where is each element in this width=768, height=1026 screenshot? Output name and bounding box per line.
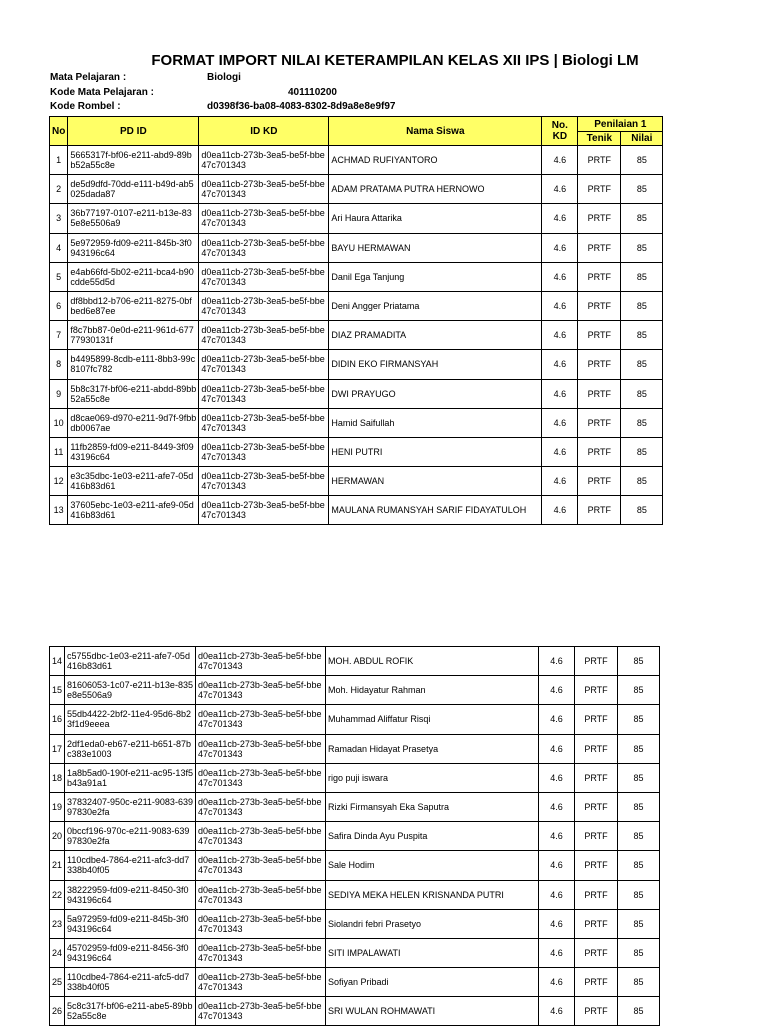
cell-pd-id: e4ab66fd-5b02-e211-bca4-b90cdde55d5d	[68, 262, 199, 291]
cell-no: 8	[50, 350, 68, 379]
cell-no: 12	[50, 467, 68, 496]
cell-id-kd: d0ea11cb-273b-3ea5-be5f-bbe47c701343	[199, 467, 329, 496]
cell-no-kd: 4.6	[539, 763, 575, 792]
header-nama-siswa: Nama Siswa	[329, 117, 542, 146]
cell-no-kd: 4.6	[539, 938, 575, 967]
cell-no: 18	[50, 763, 65, 792]
cell-id-kd: d0ea11cb-273b-3ea5-be5f-bbe47c701343	[196, 705, 326, 734]
cell-teknik: PRTF	[578, 350, 621, 379]
cell-teknik: PRTF	[575, 734, 618, 763]
header-no-kd: No. KD	[542, 117, 578, 146]
cell-no: 1	[50, 146, 68, 175]
cell-nama-siswa: Rizki Firmansyah Eka Saputra	[326, 792, 539, 821]
header-id-kd: ID KD	[199, 117, 329, 146]
meta-kode-mapel	[50, 87, 337, 98]
table-row	[50, 734, 660, 763]
table-row	[50, 705, 660, 734]
meta-mapel	[50, 72, 241, 83]
cell-no-kd: 4.6	[539, 880, 575, 909]
cell-nama-siswa: Deni Angger Priatama	[329, 291, 542, 320]
cell-no: 15	[50, 676, 65, 705]
cell-pd-id: 55db4422-2bf2-11e4-95d6-8b23f1d9eeea	[65, 705, 196, 734]
cell-nilai: 85	[621, 146, 663, 175]
cell-id-kd: d0ea11cb-273b-3ea5-be5f-bbe47c701343	[196, 763, 326, 792]
cell-no-kd: 4.6	[539, 676, 575, 705]
cell-nilai: 85	[621, 467, 663, 496]
cell-pd-id: df8bbd12-b706-e211-8275-0bfbed6e87ee	[68, 291, 199, 320]
cell-id-kd: d0ea11cb-273b-3ea5-be5f-bbe47c701343	[196, 880, 326, 909]
cell-id-kd: d0ea11cb-273b-3ea5-be5f-bbe47c701343	[199, 379, 329, 408]
cell-nama-siswa: Muhammad Aliffatur Risqi	[326, 705, 539, 734]
header-pd-id: PD ID	[68, 117, 199, 146]
cell-no-kd: 4.6	[542, 350, 578, 379]
cell-pd-id: 45702959-fd09-e211-8456-3f0943196c64	[65, 938, 196, 967]
header-no: No	[50, 117, 68, 146]
cell-no: 16	[50, 705, 65, 734]
cell-teknik: PRTF	[578, 146, 621, 175]
cell-pd-id: 5e972959-fd09-e211-845b-3f0943196c64	[68, 233, 199, 262]
cell-nama-siswa: SITI IMPALAWATI	[326, 938, 539, 967]
meta-mapel-label: Mata Pelajaran :	[50, 72, 127, 83]
cell-nama-siswa: MAULANA RUMANSYAH SARIF FIDAYATULOH	[329, 496, 542, 525]
cell-pd-id: b4495899-8cdb-e111-8bb3-99c8107fc782	[68, 350, 199, 379]
cell-nama-siswa: Siolandri febri Prasetyo	[326, 909, 539, 938]
cell-nama-siswa: DWI PRAYUGO	[329, 379, 542, 408]
cell-teknik: PRTF	[578, 321, 621, 350]
cell-no: 22	[50, 880, 65, 909]
table-row	[50, 822, 660, 851]
page-title: FORMAT IMPORT NILAI KETERAMPILAN KELAS XII IPS | Biologi LM	[151, 52, 639, 69]
cell-no: 20	[50, 822, 65, 851]
cell-id-kd: d0ea11cb-273b-3ea5-be5f-bbe47c701343	[196, 997, 326, 1026]
table-row	[50, 233, 663, 262]
cell-id-kd: d0ea11cb-273b-3ea5-be5f-bbe47c701343	[199, 321, 329, 350]
cell-nama-siswa: Danil Ega Tanjung	[329, 262, 542, 291]
cell-nilai: 85	[621, 291, 663, 320]
cell-nilai: 85	[621, 175, 663, 204]
cell-pd-id: 5665317f-bf06-e211-abd9-89bb52a55c8e	[68, 146, 199, 175]
cell-nilai: 85	[618, 647, 660, 676]
cell-teknik: PRTF	[575, 763, 618, 792]
cell-teknik: PRTF	[575, 676, 618, 705]
table-row	[50, 350, 663, 379]
cell-no: 25	[50, 968, 65, 997]
meta-kode-mapel-value: 401110200	[288, 87, 337, 98]
cell-id-kd: d0ea11cb-273b-3ea5-be5f-bbe47c701343	[199, 437, 329, 466]
meta-kode-rombel	[50, 101, 396, 112]
cell-no: 7	[50, 321, 68, 350]
cell-teknik: PRTF	[578, 467, 621, 496]
cell-pd-id: 0bccf196-970c-e211-9083-63997830e2fa	[65, 822, 196, 851]
cell-teknik: PRTF	[575, 705, 618, 734]
table-row	[50, 204, 663, 233]
cell-pd-id: 11fb2859-fd09-e211-8449-3f0943196c64	[68, 437, 199, 466]
meta-kode-mapel-label: Kode Mata Pelajaran :	[50, 87, 154, 98]
cell-nama-siswa: Ramadan Hidayat Prasetya	[326, 734, 539, 763]
cell-nama-siswa: ADAM PRATAMA PUTRA HERNOWO	[329, 175, 542, 204]
cell-nama-siswa: Hamid Saifullah	[329, 408, 542, 437]
cell-no-kd: 4.6	[542, 175, 578, 204]
cell-nama-siswa: Sofiyan Pribadi	[326, 968, 539, 997]
cell-teknik: PRTF	[578, 291, 621, 320]
cell-no: 13	[50, 496, 68, 525]
cell-nama-siswa: SEDIYA MEKA HELEN KRISNANDA PUTRI	[326, 880, 539, 909]
cell-id-kd: d0ea11cb-273b-3ea5-be5f-bbe47c701343	[199, 146, 329, 175]
cell-pd-id: 36b77197-0107-e211-b13e-835e8e5506a9	[68, 204, 199, 233]
table-row	[50, 467, 663, 496]
cell-teknik: PRTF	[578, 379, 621, 408]
cell-no-kd: 4.6	[542, 204, 578, 233]
cell-no-kd: 4.6	[542, 496, 578, 525]
cell-teknik: PRTF	[575, 792, 618, 821]
cell-nama-siswa: DIDIN EKO FIRMANSYAH	[329, 350, 542, 379]
cell-id-kd: d0ea11cb-273b-3ea5-be5f-bbe47c701343	[199, 408, 329, 437]
cell-no-kd: 4.6	[539, 851, 575, 880]
cell-teknik: PRTF	[575, 909, 618, 938]
table-row	[50, 851, 660, 880]
cell-pd-id: f8c7bb87-0e0d-e211-961d-67777930131f	[68, 321, 199, 350]
cell-teknik: PRTF	[575, 938, 618, 967]
cell-no-kd: 4.6	[539, 909, 575, 938]
cell-nama-siswa: Sale Hodim	[326, 851, 539, 880]
cell-no: 24	[50, 938, 65, 967]
header-nilai: Nilai	[621, 132, 663, 146]
cell-teknik: PRTF	[578, 437, 621, 466]
table-row	[50, 321, 663, 350]
cell-pd-id: 81606053-1c07-e211-b13e-835e8e5506a9	[65, 676, 196, 705]
cell-nilai: 85	[618, 792, 660, 821]
table-row	[50, 880, 660, 909]
cell-nilai: 85	[621, 379, 663, 408]
cell-pd-id: 110cdbe4-7864-e211-afc5-dd7338b40f05	[65, 968, 196, 997]
cell-nilai: 85	[618, 734, 660, 763]
table-row	[50, 262, 663, 291]
cell-no-kd: 4.6	[539, 734, 575, 763]
cell-no: 26	[50, 997, 65, 1026]
cell-no: 5	[50, 262, 68, 291]
cell-nilai: 85	[621, 496, 663, 525]
cell-nama-siswa: ACHMAD RUFIYANTORO	[329, 146, 542, 175]
cell-nilai: 85	[618, 851, 660, 880]
cell-no-kd: 4.6	[539, 997, 575, 1026]
cell-no: 2	[50, 175, 68, 204]
cell-no-kd: 4.6	[542, 321, 578, 350]
cell-no-kd: 4.6	[539, 792, 575, 821]
cell-nama-siswa: DIAZ PRAMADITA	[329, 321, 542, 350]
cell-nama-siswa: HENI PUTRI	[329, 437, 542, 466]
cell-id-kd: d0ea11cb-273b-3ea5-be5f-bbe47c701343	[199, 496, 329, 525]
table-row	[50, 146, 663, 175]
table-row	[50, 647, 660, 676]
table-row	[50, 676, 660, 705]
cell-teknik: PRTF	[578, 175, 621, 204]
header-penilaian: Penilaian 1	[578, 117, 663, 132]
cell-pd-id: e3c35dbc-1e03-e211-afe7-05d416b83d61	[68, 467, 199, 496]
cell-no: 23	[50, 909, 65, 938]
cell-nilai: 85	[621, 321, 663, 350]
cell-no: 6	[50, 291, 68, 320]
table-row	[50, 175, 663, 204]
cell-pd-id: 38222959-fd09-e211-8450-3f0943196c64	[65, 880, 196, 909]
cell-nilai: 85	[618, 676, 660, 705]
cell-nilai: 85	[618, 997, 660, 1026]
table-row	[50, 792, 660, 821]
cell-nama-siswa: rigo puji iswara	[326, 763, 539, 792]
grades-table-page-2	[49, 646, 660, 1026]
cell-teknik: PRTF	[578, 408, 621, 437]
cell-teknik: PRTF	[578, 496, 621, 525]
cell-no-kd: 4.6	[539, 647, 575, 676]
cell-pd-id: 110cdbe4-7864-e211-afc3-dd7338b40f05	[65, 851, 196, 880]
table-row	[50, 909, 660, 938]
cell-no: 11	[50, 437, 68, 466]
cell-no-kd: 4.6	[542, 408, 578, 437]
cell-no: 10	[50, 408, 68, 437]
cell-teknik: PRTF	[578, 204, 621, 233]
table-row	[50, 968, 660, 997]
cell-id-kd: d0ea11cb-273b-3ea5-be5f-bbe47c701343	[196, 851, 326, 880]
table-row	[50, 379, 663, 408]
cell-nilai: 85	[621, 262, 663, 291]
cell-id-kd: d0ea11cb-273b-3ea5-be5f-bbe47c701343	[196, 909, 326, 938]
meta-kode-rombel-label: Kode Rombel :	[50, 101, 121, 112]
cell-nilai: 85	[621, 350, 663, 379]
cell-nilai: 85	[618, 763, 660, 792]
cell-nilai: 85	[621, 204, 663, 233]
cell-id-kd: d0ea11cb-273b-3ea5-be5f-bbe47c701343	[196, 676, 326, 705]
cell-no: 9	[50, 379, 68, 408]
cell-pd-id: d8cae069-d970-e211-9d7f-9fbbdb0067ae	[68, 408, 199, 437]
header-teknik: Tenik	[578, 132, 621, 146]
table-row	[50, 997, 660, 1026]
cell-id-kd: d0ea11cb-273b-3ea5-be5f-bbe47c701343	[199, 233, 329, 262]
cell-pd-id: 37832407-950c-e211-9083-63997830e2fa	[65, 792, 196, 821]
cell-no: 3	[50, 204, 68, 233]
cell-teknik: PRTF	[575, 647, 618, 676]
cell-teknik: PRTF	[575, 997, 618, 1026]
table-row	[50, 763, 660, 792]
cell-pd-id: 5c8c317f-bf06-e211-abe5-89bb52a55c8e	[65, 997, 196, 1026]
cell-nama-siswa: MOH. ABDUL ROFIK	[326, 647, 539, 676]
meta-mapel-value: Biologi	[207, 72, 241, 83]
cell-no-kd: 4.6	[539, 822, 575, 851]
cell-id-kd: d0ea11cb-273b-3ea5-be5f-bbe47c701343	[199, 175, 329, 204]
cell-no-kd: 4.6	[542, 146, 578, 175]
table-row	[50, 938, 660, 967]
cell-id-kd: d0ea11cb-273b-3ea5-be5f-bbe47c701343	[196, 938, 326, 967]
cell-pd-id: 1a8b5ad0-190f-e211-ac95-13f5b43a91a1	[65, 763, 196, 792]
cell-pd-id: 2df1eda0-eb67-e211-b651-87bc383e1003	[65, 734, 196, 763]
cell-no: 21	[50, 851, 65, 880]
cell-nama-siswa: HERMAWAN	[329, 467, 542, 496]
cell-no-kd: 4.6	[539, 705, 575, 734]
cell-no-kd: 4.6	[542, 262, 578, 291]
cell-id-kd: d0ea11cb-273b-3ea5-be5f-bbe47c701343	[196, 822, 326, 851]
cell-teknik: PRTF	[578, 233, 621, 262]
cell-teknik: PRTF	[575, 822, 618, 851]
cell-nama-siswa: BAYU HERMAWAN	[329, 233, 542, 262]
cell-pd-id: c5755dbc-1e03-e211-afe7-05d416b83d61	[65, 647, 196, 676]
cell-pd-id: 37605ebc-1e03-e211-afe9-05d416b83d61	[68, 496, 199, 525]
cell-nilai: 85	[621, 437, 663, 466]
cell-no-kd: 4.6	[542, 291, 578, 320]
cell-no-kd: 4.6	[542, 467, 578, 496]
cell-pd-id: de5d9dfd-70dd-e111-b49d-ab5025dada87	[68, 175, 199, 204]
cell-no-kd: 4.6	[542, 379, 578, 408]
table-row	[50, 291, 663, 320]
cell-id-kd: d0ea11cb-273b-3ea5-be5f-bbe47c701343	[199, 262, 329, 291]
cell-id-kd: d0ea11cb-273b-3ea5-be5f-bbe47c701343	[199, 291, 329, 320]
cell-nilai: 85	[618, 880, 660, 909]
cell-no: 19	[50, 792, 65, 821]
cell-nama-siswa: Safira Dinda Ayu Puspita	[326, 822, 539, 851]
cell-teknik: PRTF	[575, 880, 618, 909]
cell-nilai: 85	[618, 968, 660, 997]
cell-teknik: PRTF	[575, 851, 618, 880]
table-row	[50, 408, 663, 437]
cell-id-kd: d0ea11cb-273b-3ea5-be5f-bbe47c701343	[199, 204, 329, 233]
table-row	[50, 437, 663, 466]
cell-id-kd: d0ea11cb-273b-3ea5-be5f-bbe47c701343	[196, 968, 326, 997]
cell-nilai: 85	[618, 909, 660, 938]
meta-kode-rombel-value: d0398f36-ba08-4083-8302-8d9a8e8e9f97	[207, 101, 396, 112]
cell-nama-siswa: SRI WULAN ROHMAWATI	[326, 997, 539, 1026]
cell-id-kd: d0ea11cb-273b-3ea5-be5f-bbe47c701343	[199, 350, 329, 379]
cell-nilai: 85	[618, 938, 660, 967]
cell-nilai: 85	[621, 408, 663, 437]
cell-id-kd: d0ea11cb-273b-3ea5-be5f-bbe47c701343	[196, 734, 326, 763]
cell-nilai: 85	[618, 705, 660, 734]
cell-no-kd: 4.6	[542, 233, 578, 262]
grades-table-page-1	[49, 116, 663, 525]
cell-teknik: PRTF	[575, 968, 618, 997]
cell-no-kd: 4.6	[542, 437, 578, 466]
cell-nama-siswa: Ari Haura Attarika	[329, 204, 542, 233]
cell-nama-siswa: Moh. Hidayatur Rahman	[326, 676, 539, 705]
cell-no: 14	[50, 647, 65, 676]
cell-no-kd: 4.6	[539, 968, 575, 997]
cell-teknik: PRTF	[578, 262, 621, 291]
cell-pd-id: 5b8c317f-bf06-e211-abdd-89bb52a55c8e	[68, 379, 199, 408]
cell-id-kd: d0ea11cb-273b-3ea5-be5f-bbe47c701343	[196, 792, 326, 821]
cell-no: 4	[50, 233, 68, 262]
cell-no: 17	[50, 734, 65, 763]
cell-nilai: 85	[618, 822, 660, 851]
cell-id-kd: d0ea11cb-273b-3ea5-be5f-bbe47c701343	[196, 647, 326, 676]
cell-nilai: 85	[621, 233, 663, 262]
cell-pd-id: 5a972959-fd09-e211-845b-3f0943196c64	[65, 909, 196, 938]
table-row	[50, 496, 663, 525]
